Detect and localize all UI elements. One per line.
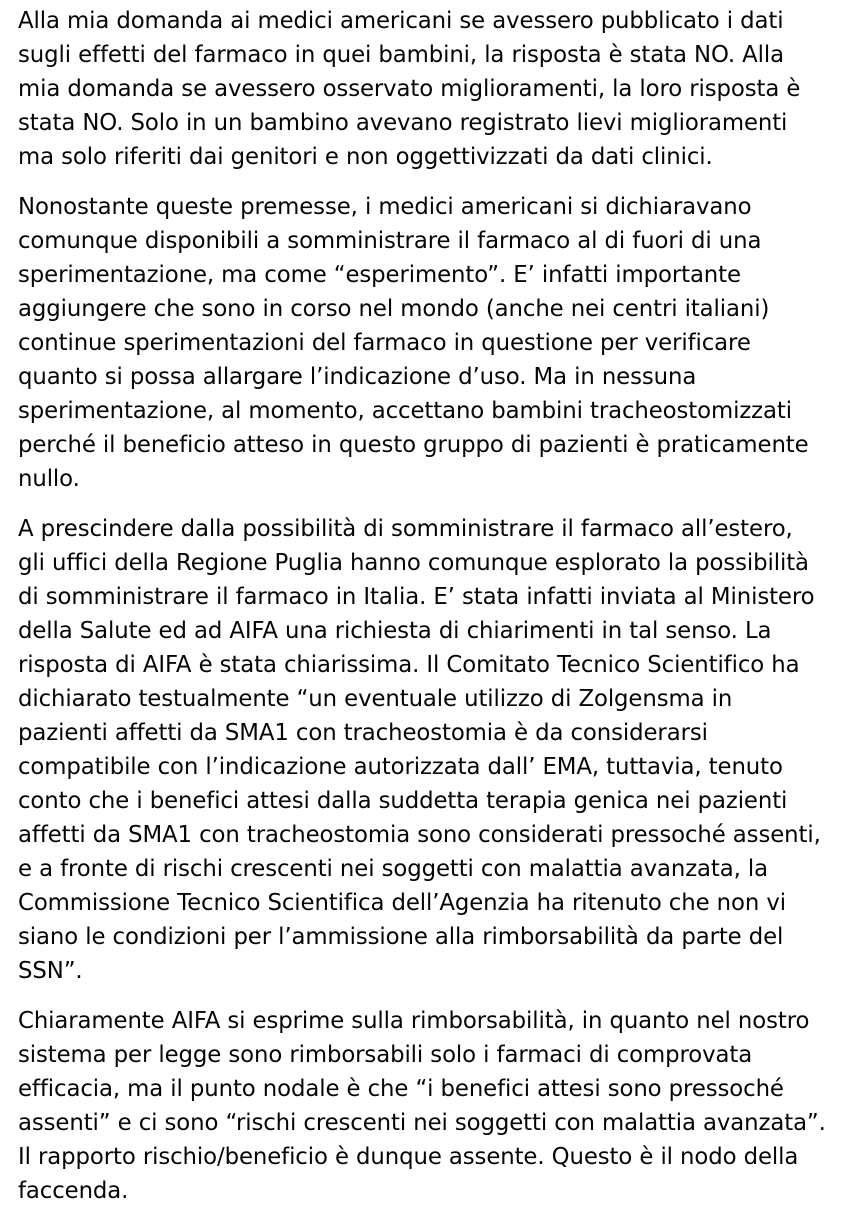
- paragraph-2: Nonostante queste premesse, i medici americani si dichiaravano comunque disponibili a somministrare il farmaco al di fuori di una sperimentazione, ma come “esperimento”. E’ infatti importante aggiungere che sono in corso nel mondo (anche nei centri italiani) continue sperimentazioni del farmaco in questione per verificare quanto si possa allargare l’indicazione d’uso. Ma in nessuna sperimentazione, al momento, accettano bambini tracheostomizzati perché il beneficio atteso in questo gruppo di pazienti è praticamente nullo.: [18, 194, 809, 492]
- paragraph-4: Chiaramente AIFA si esprime sulla rimborsabilità, in quanto nel nostro sistema per legge sono rimborsabili solo i farmaci di comprovata efficacia, ma il punto nodale è che “i benefici attesi sono pressoché assenti” e ci sono “rischi crescenti nei soggetti con malattia avanzata”. Il rapporto rischio/beneficio è dunque assente. Questo è il nodo della faccenda.: [18, 1008, 826, 1204]
- paragraph-3: A prescindere dalla possibilità di somministrare il farmaco all’estero, gli uffici della Regione Puglia hanno comunque esplorato la possibilità di somministrare il farmaco in Italia. E’ stata infatti inviata al Ministero della Salute ed ad AIFA una richiesta di chiarimenti in tal senso. La risposta di AIFA è stata chiarissima. Il Comitato Tecnico Scientifico ha dichiarato testualmente “un eventuale utilizzo di Zolgensma in pazienti affetti da SMA1 con tracheostomia è da considerarsi compatibile con l’indicazione autorizzata dall’ EMA, tuttavia, tenuto conto che i benefici attesi dalla suddetta terapia genica nei pazienti affetti da SMA1 con tracheostomia sono considerati pressoché assenti, e a fronte di rischi crescenti nei soggetti con malattia avanzata, la Commissione Tecnico Scientifica dell’Agenzia ha ritenuto che non vi siano le condizioni per l’ammissione alla rimborsabilità da parte del SSN”.: [18, 516, 821, 984]
- paragraph-1: Alla mia domanda ai medici americani se avessero pubblicato i dati sugli effetti del farmaco in quei bambini, la risposta è stata NO. Alla mia domanda se avessero osservato miglioramenti, la loro risposta è stata NO. Solo in un bambino avevano registrato lievi miglioramenti ma solo riferiti dai genitori e non oggettivizzati da dati clinici.: [18, 8, 801, 170]
